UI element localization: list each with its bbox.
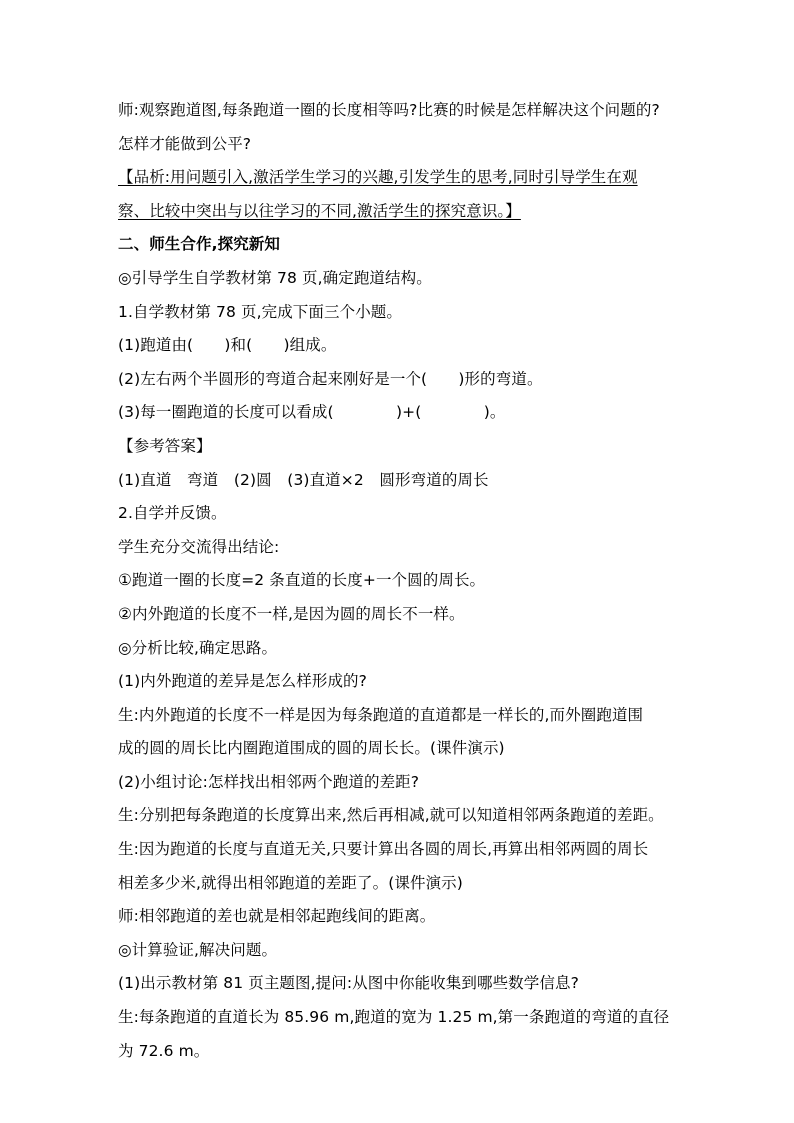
text-line: 相差多少米,就得出相邻跑道的差距了。(课件演示) — [118, 873, 463, 892]
text-line: 生:分别把每条跑道的长度算出来,然后再相减,就可以知道相邻两条跑道的差距。 — [118, 806, 664, 825]
text-line: 学生充分交流得出结论: — [118, 537, 280, 556]
text-line: 为 72.6 m。 — [118, 1041, 210, 1060]
conclusion-item: ①跑道一圈的长度=2 条直道的长度+一个圆的周长。 — [118, 571, 486, 590]
text-line: 生:每条跑道的直道长为 85.96 m,跑道的宽为 1.25 m,第一条跑道的弯道的直径 — [118, 1008, 670, 1027]
answer-text: (1)直道 弯道 (2)圆 (3)直道×2 圆形弯道的周长 — [118, 470, 489, 489]
text-line: 师:相邻跑道的差也就是相邻起跑线间的距离。 — [118, 907, 436, 926]
text-line: 师:观察跑道图,每条跑道一圈的长度相等吗?比赛的时候是怎样解决这个问题的? — [118, 101, 660, 119]
text-line: 生:因为跑道的长度与直道无关,只要计算出各圆的周长,再算出相邻两圆的周长 — [118, 840, 649, 859]
text-line: 2.自学并反馈。 — [118, 504, 227, 523]
question-item: (2)左右两个半圆形的弯道合起来刚好是一个( )形的弯道。 — [118, 369, 543, 388]
answer-heading: 【参考答案】 — [118, 436, 212, 455]
text-line: (1)出示教材第 81 页主题图,提问:从图中你能收集到哪些数学信息? — [118, 974, 579, 993]
analysis-note: 【品析:用问题引入,激活学生学习的兴趣,引发学生的思考,同时引导学生在观 — [118, 168, 638, 187]
text-line: 成的圆的周长比内圈跑道围成的圆的周长长。(课件演示) — [118, 739, 505, 758]
text-line: 1.自学教材第 78 页,完成下面三个小题。 — [118, 302, 402, 321]
text-line: 怎样才能做到公平? — [118, 134, 252, 153]
question-item: (3)每一圈跑道的长度可以看成( )+( )。 — [118, 403, 506, 422]
text-line: ◎分析比较,确定思路。 — [118, 638, 278, 657]
analysis-note: 察、比较中突出与以往学习的不同,激活学生的探究意识。】 — [118, 201, 521, 220]
text-line: (1)内外跑道的差异是怎么样形成的? — [118, 672, 367, 691]
section-heading: 二、师生合作,探究新知 — [118, 235, 280, 254]
text-line: ◎计算验证,解决问题。 — [118, 940, 278, 959]
text-line: (2)小组讨论:怎样找出相邻两个跑道的差距? — [118, 772, 420, 791]
document-body — [118, 98, 688, 1072]
conclusion-item: ②内外跑道的长度不一样,是因为圆的周长不一样。 — [118, 604, 465, 623]
text-line: ◎引导学生自学教材第 78 页,确定跑道结构。 — [118, 268, 432, 287]
text-line: 生:内外跑道的长度不一样是因为每条跑道的直道都是一样长的,而外圈跑道围 — [118, 705, 644, 724]
question-item: (1)跑道由( )和( )组成。 — [118, 336, 337, 355]
